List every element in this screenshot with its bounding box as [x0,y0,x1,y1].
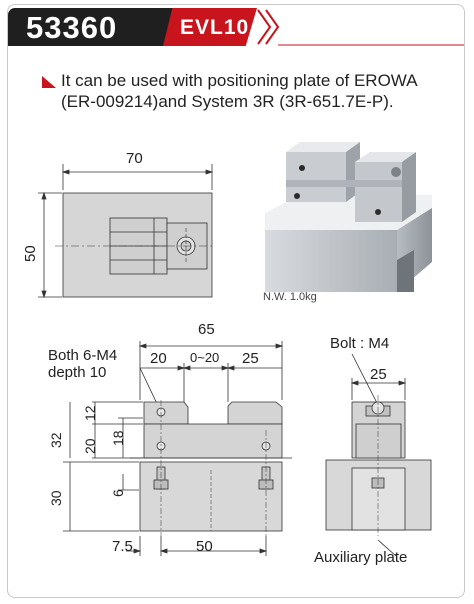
dim-20: 20 [82,438,98,454]
model-name: EVL10 [180,16,250,39]
usage-note: It can be used with positioning plate of EROWA (ER-009214)and System 3R (3R-651.7E-P). [61,71,417,111]
dim-height-50: 50 [22,245,39,262]
dim-left-20: 20 [150,350,167,367]
thread-note-line2: depth 10 [48,364,107,381]
bolt-label: Bolt : M4 [330,335,390,352]
side-view-drawing [326,354,431,556]
dim-50: 50 [196,538,213,555]
dim-18: 18 [110,430,126,446]
dim-side-25: 25 [370,366,387,383]
dim-6: 6 [110,489,126,497]
product-photo [265,142,432,292]
auxiliary-plate-label: Auxiliary plate [314,549,408,566]
top-view-drawing [38,164,215,297]
dim-12: 12 [82,405,98,421]
thread-note-line1: Both 6-M4 [48,347,118,364]
dim-right-25: 25 [242,350,259,367]
net-weight: N.W. 1.0kg [263,291,317,303]
dim-32: 32 [48,432,64,448]
dim-range-0-20: 0~20 [190,350,220,365]
dim-width-70: 70 [126,150,143,167]
dim-7-5: 7.5 [112,538,133,555]
part-number: 53360 [26,10,118,45]
dim-30: 30 [48,490,64,506]
dim-total-65: 65 [198,321,215,338]
